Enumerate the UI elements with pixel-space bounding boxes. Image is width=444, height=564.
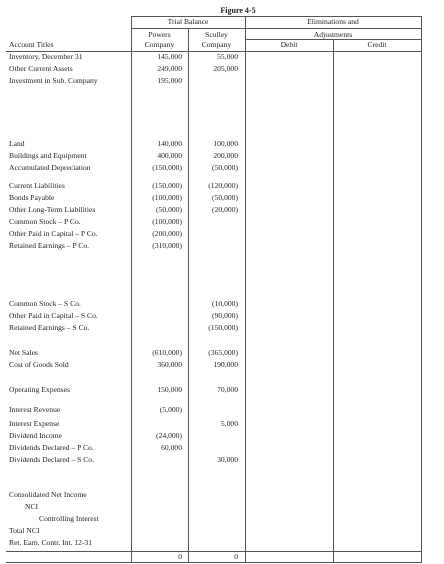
account-title: Bonds Payable	[9, 193, 55, 202]
worksheet-row	[0, 180, 444, 192]
sculley-amount: (20,000)	[212, 205, 238, 214]
sculley-total: 0	[234, 552, 238, 561]
sculley-amount: 70,000	[217, 385, 238, 394]
eliminations-header-line2: Adjustments	[313, 30, 353, 39]
worksheet-row	[0, 489, 444, 501]
account-title: Other Long-Term Liabilities	[9, 205, 96, 214]
right-border	[421, 16, 422, 563]
sculley-amount: 100,000	[213, 139, 238, 148]
worksheet-row	[0, 442, 444, 454]
account-title: NCI	[25, 502, 39, 511]
account-title: Other Current Assets	[9, 64, 73, 73]
worksheet-row	[0, 150, 444, 162]
account-title: Total NCI	[9, 526, 40, 535]
worksheet-row	[0, 359, 444, 371]
sculley-amount: 200,000	[213, 151, 238, 160]
account-title: Dividends Declared – P Co.	[9, 443, 94, 452]
worksheet-row	[0, 204, 444, 216]
powers-amount: (150,000)	[152, 163, 182, 172]
powers-header-line2: Company	[144, 40, 175, 49]
account-title: Controlling Interest	[39, 514, 99, 523]
account-title: Buildings and Equipment	[9, 151, 87, 160]
powers-amount: 249,000	[157, 64, 182, 73]
sculley-amount: 30,000	[217, 455, 238, 464]
powers-header-line1: Powers	[148, 30, 171, 39]
sculley-amount: (50,000)	[212, 163, 238, 172]
account-title: Land	[9, 139, 25, 148]
powers-amount: 145,000	[157, 52, 182, 61]
powers-amount: 195,000	[157, 76, 182, 85]
account-title: Cost of Goods Sold	[9, 360, 69, 369]
worksheet-row	[0, 404, 444, 416]
worksheet-row	[0, 228, 444, 240]
debit-header: Debit	[280, 40, 298, 49]
powers-amount: 150,000	[157, 385, 182, 394]
worksheet-row	[0, 192, 444, 204]
sculley-amount: (90,000)	[212, 311, 238, 320]
account-titles-header: Account Titles	[9, 40, 54, 49]
sculley-amount: 55,000	[217, 52, 238, 61]
powers-amount: (50,000)	[156, 205, 182, 214]
worksheet-row	[0, 513, 444, 525]
account-title: Interest Revenue	[9, 405, 61, 414]
powers-amount: (610,000)	[152, 348, 182, 357]
account-title: Ret. Earn. Contr. Int. 12-31	[9, 538, 93, 547]
worksheet-row	[0, 454, 444, 466]
sculley-amount: (120,000)	[208, 181, 238, 190]
worksheet-row	[0, 75, 444, 87]
worksheet-row	[0, 310, 444, 322]
powers-amount: (5,000)	[159, 405, 182, 414]
trial-balance-header: Trial Balance	[167, 17, 209, 26]
worksheet-row	[0, 347, 444, 359]
powers-amount: 400,000	[157, 151, 182, 160]
account-title: Common Stock – S Co.	[9, 299, 81, 308]
account-title: Retained Earnings – P Co.	[9, 241, 90, 250]
sculley-amount: (150,000)	[208, 323, 238, 332]
worksheet-row	[0, 430, 444, 442]
powers-amount: (200,000)	[152, 229, 182, 238]
powers-amount: 140,000	[157, 139, 182, 148]
account-title: Investment in Sub. Company	[9, 76, 98, 85]
figure-title: Figure 4-5	[220, 6, 256, 15]
account-title: Operating Expenses	[9, 385, 70, 394]
worksheet-row	[0, 418, 444, 430]
worksheet-row	[0, 216, 444, 228]
powers-total: 0	[178, 552, 182, 561]
col-divider-sculley	[245, 16, 246, 563]
sculley-amount: 5,000	[220, 419, 238, 428]
account-title: Other Paid in Capital – S Co.	[9, 311, 98, 320]
bottom-rule	[6, 562, 421, 563]
credit-header: Credit	[367, 40, 387, 49]
worksheet-row	[0, 322, 444, 334]
worksheet-row	[0, 138, 444, 150]
sculley-amount: (365,000)	[208, 348, 238, 357]
eliminations-header-line1: Eliminations and	[307, 17, 359, 26]
powers-amount: 360,000	[157, 360, 182, 369]
powers-amount: (24,000)	[156, 431, 182, 440]
worksheet-row	[0, 162, 444, 174]
account-title: Common Stock – P Co.	[9, 217, 81, 226]
account-title: Interest Expense	[9, 419, 60, 428]
sculley-header-line1: Sculley	[205, 30, 228, 39]
figure-title-rule	[131, 16, 421, 17]
powers-amount: (100,000)	[152, 217, 182, 226]
powers-amount: (100,000)	[152, 193, 182, 202]
worksheet-row	[0, 298, 444, 310]
col-divider-titles	[131, 16, 132, 563]
account-title: Inventory, December 31	[9, 52, 83, 61]
account-title: Consolidated Net Income	[9, 490, 87, 499]
account-title: Dividends Declared – S Co.	[9, 455, 94, 464]
account-title: Accumulated Depreciation	[9, 163, 91, 172]
sculley-header-line2: Company	[201, 40, 232, 49]
worksheet-row	[0, 63, 444, 75]
subheader-rule	[131, 28, 421, 29]
worksheet-row	[0, 525, 444, 537]
sculley-amount: 190,000	[213, 360, 238, 369]
worksheet-row	[0, 51, 444, 63]
account-title: Dividend Income	[9, 431, 62, 440]
account-title: Other Paid in Capital – P Co.	[9, 229, 98, 238]
worksheet-row	[0, 240, 444, 252]
sculley-amount: 205,000	[213, 64, 238, 73]
sculley-amount: (10,000)	[212, 299, 238, 308]
powers-amount: 60,000	[161, 443, 182, 452]
account-title: Current Liabilities	[9, 181, 65, 190]
account-title: Net Sales	[9, 348, 38, 357]
worksheet-row	[0, 384, 444, 396]
worksheet-row	[0, 537, 444, 549]
worksheet-row	[0, 501, 444, 513]
col-divider-powers	[188, 28, 189, 563]
powers-amount: (310,000)	[152, 241, 182, 250]
sculley-amount: (50,000)	[212, 193, 238, 202]
powers-amount: (150,000)	[152, 181, 182, 190]
account-title: Retained Earnings – S Co.	[9, 323, 90, 332]
